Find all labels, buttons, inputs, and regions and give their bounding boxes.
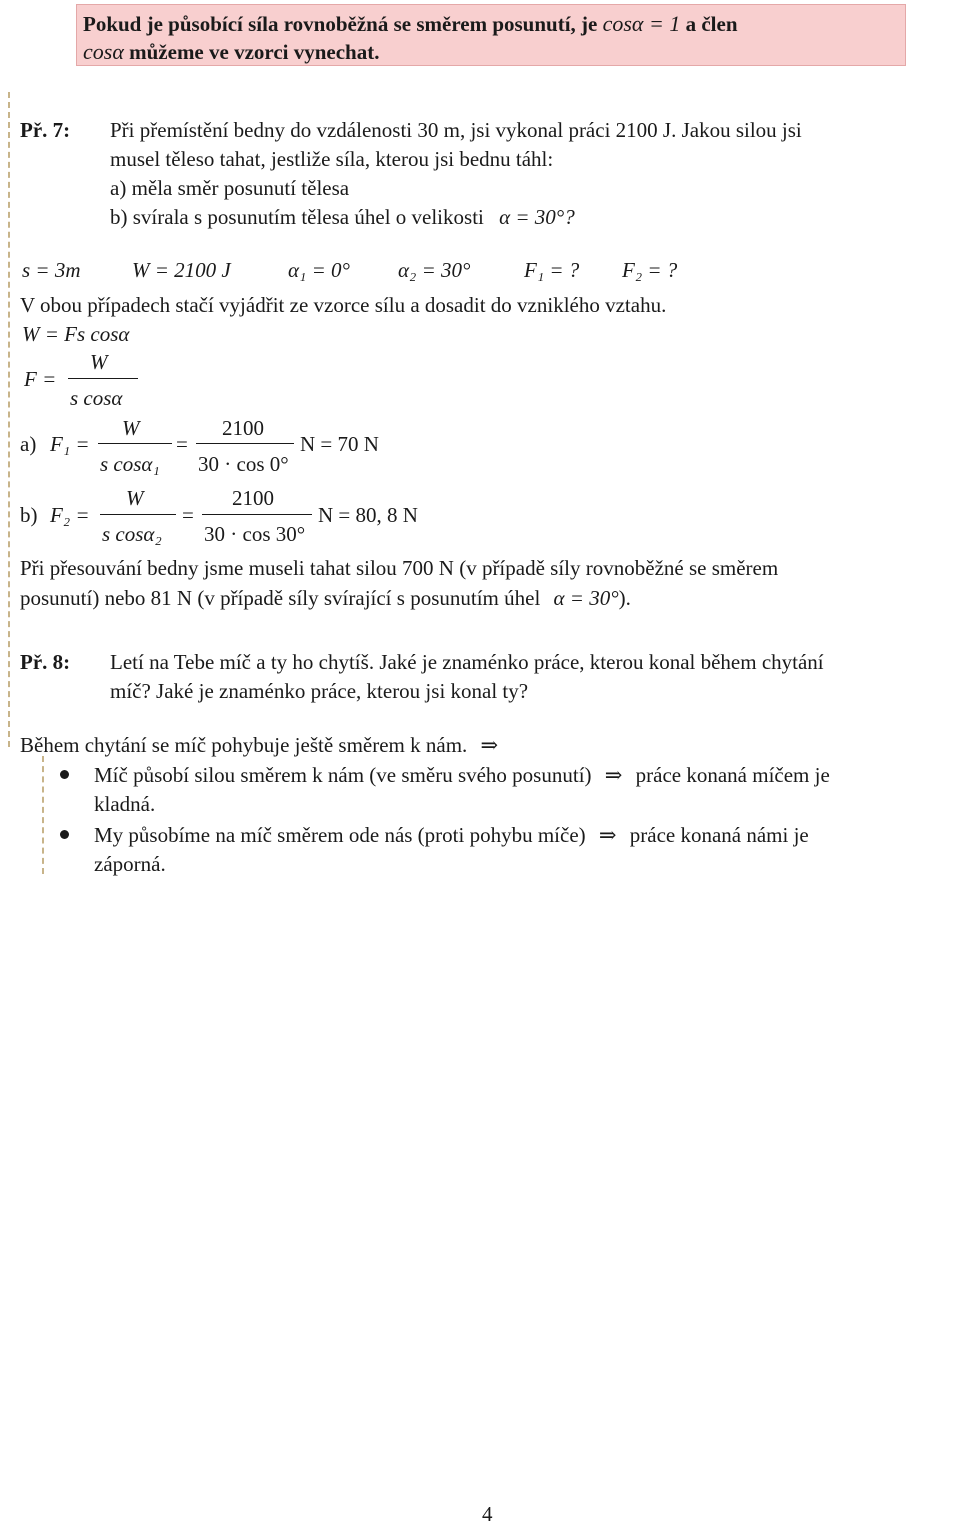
bullet-icon (60, 770, 69, 779)
part-b-num1: W (126, 486, 144, 510)
ex7-line-1: Při přemístění bedny do vzdálenosti 30 m, jsi vykonal práci 2100 J. Jakou silou jsi (110, 118, 802, 142)
eqF-denominator: s cosα (70, 386, 123, 410)
implies-arrow-icon: ⇒ (480, 733, 499, 757)
conclusion-line-2 (20, 586, 631, 610)
bullet-1-line-2: kladná. (94, 792, 156, 816)
note-line-1 (83, 11, 738, 37)
conclusion-text: posunutí) nebo 81 N (v případě síly svírající s posunutím úhel (20, 586, 541, 610)
part-b-den1: s cosα₂ (102, 522, 162, 546)
eqF-lhs: F = (24, 367, 57, 391)
bullet-1-line-1 (94, 763, 830, 787)
part-a-den1: s cosα₁ (100, 452, 160, 476)
part-a-equals: = (176, 432, 188, 456)
conclusion-line-1: Při přesouvání bedny jsme museli tahat silou 700 N (v případě síly rovnoběžné se směrem (20, 556, 779, 580)
bullet-1-text: Míč působí silou směrem k nám (ve směru svého posunutí) (94, 763, 592, 787)
part-a-fraction-1 (98, 443, 172, 444)
ex7-line-3: a) měla směr posunutí tělesa (110, 176, 350, 200)
bullet-2-result: práce konaná námi je (629, 823, 809, 847)
part-b-lhs: F₂ = (50, 503, 90, 527)
ex8-answer (20, 733, 498, 757)
part-b-num2: 2100 (232, 486, 274, 510)
given-alpha1: α₁ = 0° (288, 258, 350, 282)
part-b-equals: = (182, 503, 194, 527)
bullet-2-line-2: záporná. (94, 852, 166, 876)
conclusion-end: ). (618, 586, 631, 610)
given-s: s = 3m (22, 258, 81, 282)
note-math-1: cosα = 1 (602, 11, 681, 36)
ex8-answer-text: Během chytání se míč pohybuje ještě směrem k nám. (20, 733, 468, 757)
implies-arrow-icon: ⇒ (598, 823, 617, 847)
part-a-lhs: F₁ = (50, 432, 90, 456)
part-a-fraction-2 (196, 443, 294, 444)
work-formula: W = Fs cosα (22, 322, 130, 346)
ex7-line-2: musel těleso tahat, jestliže síla, kterou jsi bednu táhl: (110, 147, 554, 171)
note-math-2: cosα (83, 39, 124, 64)
part-a-label: a) (20, 432, 37, 456)
part-a-den2: 30 · cos 0° (198, 452, 289, 476)
part-a-num2: 2100 (222, 416, 264, 440)
given-alpha2: α₂ = 30° (398, 258, 471, 282)
given-F2: F₂ = ? (622, 258, 678, 282)
bullet-2-line-1 (94, 823, 809, 847)
part-b-den2: 30 · cos 30° (204, 522, 306, 546)
ex7-line-4 (110, 205, 575, 229)
note-line-2 (83, 39, 379, 65)
part-b-result: N = 80, 8 N (318, 503, 418, 527)
part-b-fraction-1 (100, 514, 176, 515)
part-b-fraction-2 (202, 514, 312, 515)
implies-arrow-icon: ⇒ (604, 763, 623, 787)
example-7-label: Př. 7: (20, 118, 71, 142)
note-text-1: Pokud je působící síla rovnoběžná se směrem posunutí, je (83, 12, 598, 36)
eqF-fraction-line (68, 378, 138, 379)
part-a-result: N = 70 N (300, 432, 379, 456)
note-box (76, 4, 906, 66)
example-8-label: Př. 8: (20, 650, 71, 674)
bullet-1-result: práce konaná míčem je (635, 763, 830, 787)
ex8-line-1: Letí na Tebe míč a ty ho chytíš. Jaké je znaménko práce, kterou konal během chytání (110, 650, 824, 674)
given-F1: F₁ = ? (524, 258, 580, 282)
note-text-2: můžeme ve vzorci vynechat. (129, 40, 380, 64)
margin-marker (8, 92, 10, 747)
margin-marker-2 (42, 756, 44, 874)
part-a-num1: W (122, 416, 140, 440)
conclusion-math: α = 30° (553, 586, 619, 610)
ex8-line-2: míč? Jaké je znaménko práce, kterou jsi konal ty? (110, 679, 529, 703)
given-W: W = 2100 J (132, 258, 231, 282)
ex7-line-4-text: b) svírala s posunutím tělesa úhel o velikosti (110, 205, 484, 229)
bullet-icon (60, 830, 69, 839)
note-text-1b: a člen (685, 12, 738, 36)
ex7-line-4-math: α = 30°? (499, 205, 575, 229)
page-number: 4 (482, 1502, 493, 1526)
eqF-numerator: W (90, 350, 108, 374)
explanation: V obou případech stačí vyjádřit ze vzorce sílu a dosadit do vzniklého vztahu. (20, 293, 667, 317)
bullet-2-text: My působíme na míč směrem ode nás (proti pohybu míče) (94, 823, 586, 847)
part-b-label: b) (20, 503, 38, 527)
